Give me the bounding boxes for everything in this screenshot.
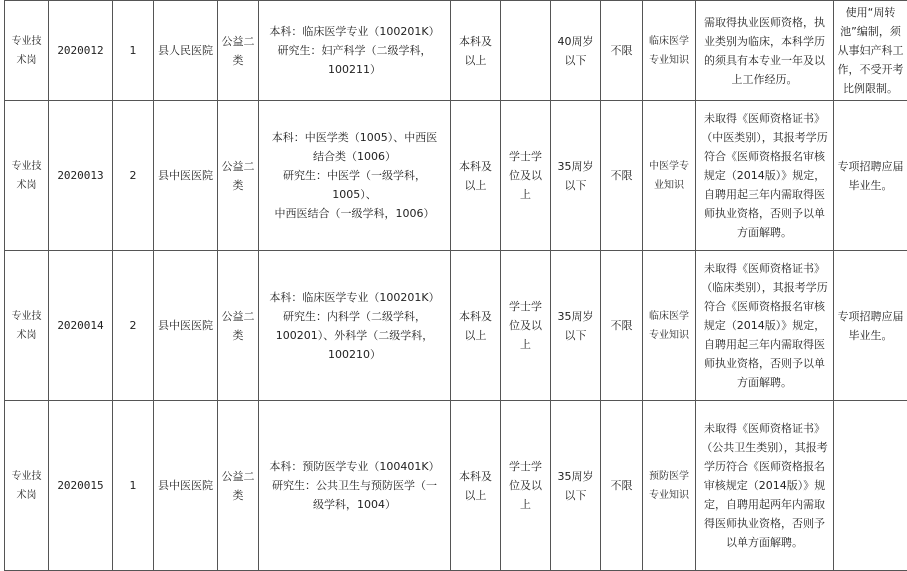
- note-cell: 专项招聘应届毕业生。: [834, 101, 907, 251]
- major-line: 本科：中医学类（1005）、中西医: [262, 128, 447, 147]
- post-code-cell: 2020015: [49, 401, 113, 571]
- note-cell: 使用“周转池”编制，须从事妇产科工作，不受开考比例限制。: [834, 1, 907, 101]
- condition-cell: 需取得执业医师资格，执业类别为临床，本科学历的须具有本专业一年及以上工作经历。: [696, 1, 834, 101]
- unit-cell: 县中医医院: [154, 401, 218, 571]
- exam-subject-cell: 临床医学专业知识: [643, 251, 696, 401]
- age-cell: 40周岁以下: [551, 1, 601, 101]
- recruitment-table: [4, 0, 907, 571]
- unit-type-cell: 公益二类: [218, 1, 259, 101]
- condition-cell: 未取得《医师资格证书》（公共卫生类别），其报考学历符合《医师资格报名审核规定（2014版）》规定，自聘用起两年内需取得医师执业资格，否则予以单方面解聘。: [696, 401, 834, 571]
- table-row: [5, 251, 907, 401]
- major-line: 本科：临床医学专业（100201K）: [262, 22, 447, 41]
- degree-cell: 学士学位及以上: [501, 401, 551, 571]
- education-cell: 本科及以上: [451, 251, 501, 401]
- age-cell: 35周岁以下: [551, 251, 601, 401]
- age-cell: 35周岁以下: [551, 101, 601, 251]
- major-line: 研究生：中医学（一级学科，1005）、: [262, 166, 447, 204]
- table-row: [5, 401, 907, 571]
- headcount-cell: 1: [113, 401, 154, 571]
- note-cell: 专项招聘应届毕业生。: [834, 251, 907, 401]
- major-line: 研究生：妇产科学（二级学科，: [262, 41, 447, 60]
- headcount-cell: 1: [113, 1, 154, 101]
- headcount-cell: 2: [113, 101, 154, 251]
- degree-cell: 学士学位及以上: [501, 101, 551, 251]
- condition-cell: 未取得《医师资格证书》（临床类别），其报考学历符合《医师资格报名审核规定（2014版）》规定，自聘用起三年内需取得医师执业资格，否则予以单方面解聘。: [696, 251, 834, 401]
- gender-cell: 不限: [601, 401, 643, 571]
- post-category-cell: 专业技术岗: [5, 1, 49, 101]
- note-cell: [834, 401, 907, 571]
- major-line: 100201）、外科学（二级学科，: [262, 326, 447, 345]
- major-line: 研究生：公共卫生与预防医学（一: [262, 476, 447, 495]
- major-line: 中西医结合（一级学科，1006）: [262, 204, 447, 223]
- education-cell: 本科及以上: [451, 101, 501, 251]
- post-category-cell: 专业技术岗: [5, 401, 49, 571]
- table-row: [5, 1, 907, 101]
- major-cell: [259, 401, 451, 571]
- post-category-cell: 专业技术岗: [5, 101, 49, 251]
- education-cell: 本科及以上: [451, 401, 501, 571]
- unit-type-cell: 公益二类: [218, 101, 259, 251]
- gender-cell: 不限: [601, 101, 643, 251]
- post-code-cell: 2020013: [49, 101, 113, 251]
- age-cell: 35周岁以下: [551, 401, 601, 571]
- education-cell: 本科及以上: [451, 1, 501, 101]
- degree-cell: [501, 1, 551, 101]
- gender-cell: 不限: [601, 251, 643, 401]
- condition-cell: 未取得《医师资格证书》（中医类别），其报考学历符合《医师资格报名审核规定（2014版）》规定，自聘用起三年内需取得医师执业资格，否则予以单方面解聘。: [696, 101, 834, 251]
- degree-cell: 学士学位及以上: [501, 251, 551, 401]
- unit-type-cell: 公益二类: [218, 401, 259, 571]
- exam-subject-cell: 中医学专业知识: [643, 101, 696, 251]
- unit-cell: 县中医医院: [154, 101, 218, 251]
- major-line: 本科：预防医学专业（100401K）: [262, 457, 447, 476]
- unit-cell: 县人民医院: [154, 1, 218, 101]
- major-cell: [259, 251, 451, 401]
- major-line: 100211）: [262, 60, 447, 79]
- post-code-cell: 2020012: [49, 1, 113, 101]
- major-line: 100210）: [262, 345, 447, 364]
- exam-subject-cell: 预防医学专业知识: [643, 401, 696, 571]
- major-line: 研究生：内科学（二级学科，: [262, 307, 447, 326]
- table-body: [5, 1, 907, 571]
- post-code-cell: 2020014: [49, 251, 113, 401]
- headcount-cell: 2: [113, 251, 154, 401]
- major-line: 级学科，1004）: [262, 495, 447, 514]
- major-cell: [259, 1, 451, 101]
- unit-cell: 县中医医院: [154, 251, 218, 401]
- major-cell: [259, 101, 451, 251]
- major-line: 本科：临床医学专业（100201K）: [262, 288, 447, 307]
- table-row: [5, 101, 907, 251]
- gender-cell: 不限: [601, 1, 643, 101]
- unit-type-cell: 公益二类: [218, 251, 259, 401]
- major-line: 结合类（1006）: [262, 147, 447, 166]
- post-category-cell: 专业技术岗: [5, 251, 49, 401]
- exam-subject-cell: 临床医学专业知识: [643, 1, 696, 101]
